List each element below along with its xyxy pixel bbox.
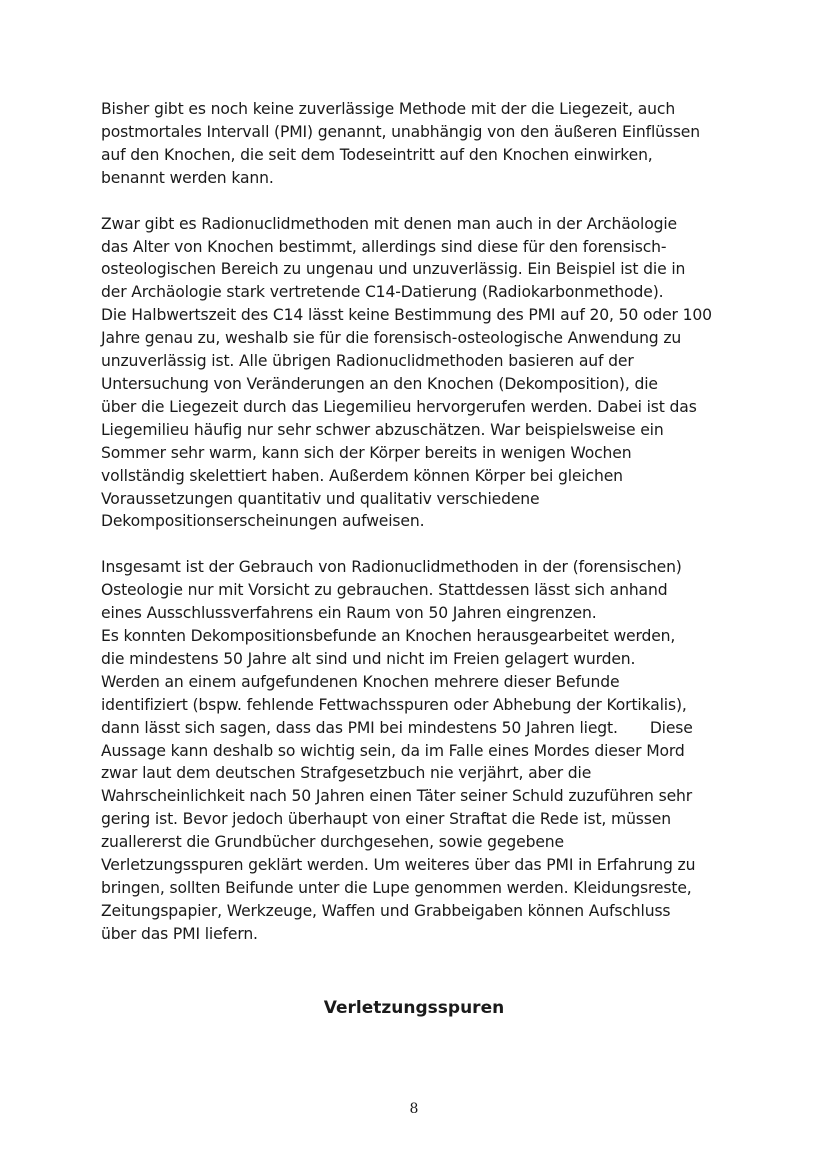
text-line: Liegemilieu häufig nur sehr schwer abzuschätzen. War beispielsweise ein bbox=[101, 420, 664, 439]
text-line: Insgesamt ist der Gebrauch von Radionuclidmethoden in der (forensischen) bbox=[101, 558, 682, 577]
text-line: zwar laut dem deutschen Strafgesetzbuch nie verjährt, aber die bbox=[101, 764, 592, 783]
text-line: Verletzungsspuren geklärt werden. Um weiteres über das PMI in Erfahrung zu bbox=[101, 856, 696, 875]
text-line: bringen, sollten Beifunde unter die Lupe genommen werden. Kleidungsreste, bbox=[101, 879, 692, 897]
paragraph-3 bbox=[101, 556, 741, 945]
text-line: zuallererst die Grundbücher durchgesehen, sowie gegebene bbox=[101, 833, 564, 852]
text-line: Sommer sehr warm, kann sich der Körper bereits in wenigen Wochen bbox=[101, 443, 632, 462]
page-number: 8 bbox=[409, 1101, 419, 1117]
text-line: identifiziert (bspw. fehlende Fettwachsspuren oder Abhebung der Kortikalis), bbox=[101, 695, 687, 714]
paragraph-2 bbox=[101, 213, 741, 534]
text-line bbox=[101, 717, 741, 740]
text-line: Es konnten Dekompositionsbefunde an Knochen herausgearbeitet werden, bbox=[101, 627, 676, 646]
text-line: unzuverlässig ist. Alle übrigen Radionuclidmethoden basieren auf der bbox=[101, 352, 634, 371]
text-line: auf den Knochen, die seit dem Todeseintritt auf den Knochen einwirken, bbox=[101, 145, 653, 164]
text-line: die mindestens 50 Jahre alt sind und nicht im Freien gelagert wurden. bbox=[101, 649, 636, 668]
text-line: Zeitungspapier, Werkzeuge, Waffen und Grabbeigaben können Aufschluss bbox=[101, 901, 671, 920]
text-line: Aussage kann deshalb so wichtig sein, da im Falle eines Mordes dieser Mord bbox=[101, 741, 685, 760]
text-line: osteologischen Bereich zu ungenau und unzuverlässig. Ein Beispiel ist die in bbox=[101, 260, 686, 279]
text-line: Untersuchung von Veränderungen an den Knochen (Dekomposition), die bbox=[101, 374, 658, 393]
body-text bbox=[101, 98, 741, 969]
text-line: benannt werden kann. bbox=[101, 168, 274, 187]
text-line: gering ist. Bevor jedoch überhaupt von einer Straftat die Rede ist, müssen bbox=[101, 810, 671, 829]
text-line: postmortales Intervall (PMI) genannt, unabhängig von den äußeren Einflüssen bbox=[101, 122, 700, 141]
text-line: vollständig skelettiert haben. Außerdem können Körper bei gleichen bbox=[101, 466, 623, 485]
text-line: über die Liegezeit durch das Liegemilieu hervorgerufen werden. Dabei ist das bbox=[101, 397, 697, 416]
section-heading: Verletzungsspuren bbox=[323, 998, 505, 1018]
text-line: Zwar gibt es Radionuclidmethoden mit denen man auch in der Archäologie bbox=[101, 214, 677, 233]
text-line: Werden an einem aufgefundenen Knochen mehrere dieser Befunde bbox=[101, 672, 620, 691]
paragraph-1 bbox=[101, 98, 741, 190]
text-line: Die Halbwertszeit des C14 lässt keine Bestimmung des PMI auf 20, 50 oder 100 bbox=[101, 306, 712, 325]
text-line: eines Ausschlussverfahrens ein Raum von 50 Jahren eingrenzen. bbox=[101, 604, 597, 623]
text-line-segment: Diese bbox=[649, 718, 693, 737]
text-line: Wahrscheinlichkeit nach 50 Jahren einen Täter seiner Schuld zuzuführen sehr bbox=[101, 787, 693, 806]
text-line: Voraussetzungen quantitativ und qualitativ verschiedene bbox=[101, 489, 540, 508]
text-line: Osteologie nur mit Vorsicht zu gebrauchen. Stattdessen lässt sich anhand bbox=[101, 581, 668, 600]
text-line: das Alter von Knochen bestimmt, allerdings sind diese für den forensisch- bbox=[101, 237, 667, 256]
text-line: Bisher gibt es noch keine zuverlässige Methode mit der die Liegezeit, auch bbox=[101, 100, 676, 118]
text-line: Dekompositionserscheinungen aufweisen. bbox=[101, 512, 425, 531]
text-line: über das PMI liefern. bbox=[101, 924, 258, 943]
text-line-segment: dann lässt sich sagen, dass das PMI bei mindestens 50 Jahren liegt. bbox=[101, 718, 618, 737]
text-line: Jahre genau zu, weshalb sie für die forensisch-osteologische Anwendung zu bbox=[101, 329, 682, 348]
text-line: der Archäologie stark vertretende C14-Datierung (Radiokarbonmethode). bbox=[101, 283, 664, 302]
